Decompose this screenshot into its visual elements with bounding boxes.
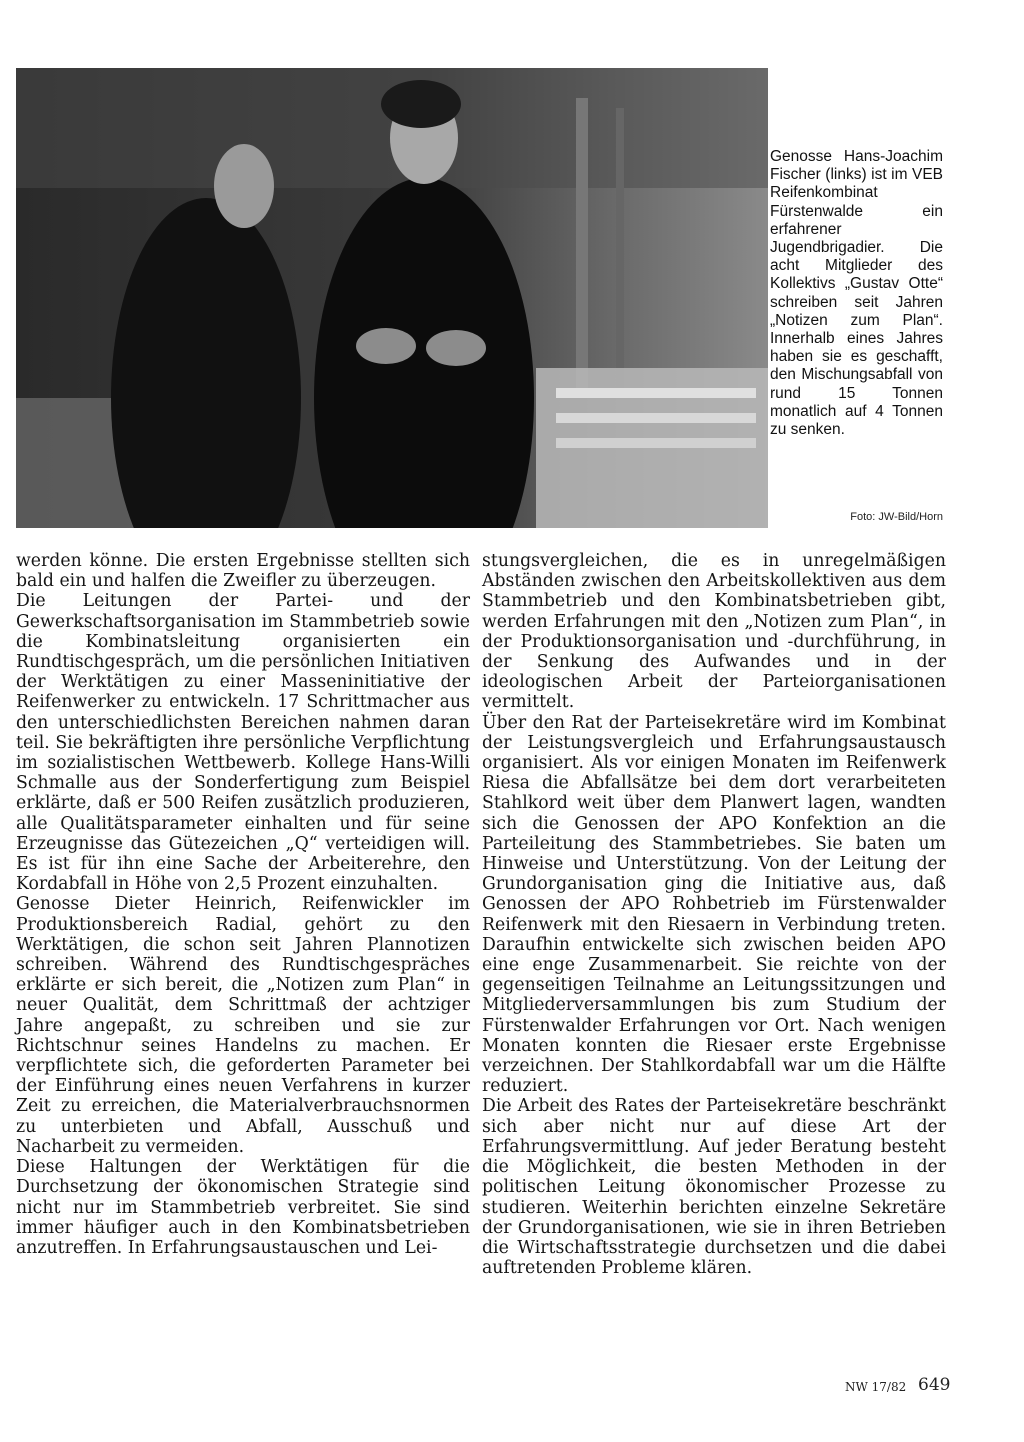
photo-caption-text: Genosse Hans-Joachim Fischer (links) ist im VEB Reifenkombinat Fürstenwalde ein erfahrener Jugendbrigadier. Die acht Mitglieder des Kollektivs „Gustav Otte“ schreiben seit Jahren „Notizen zum Plan“. Innerhalb eines Jahres haben sie es geschafft, den Mischungsabfall von rund 15 Tonnen monatlich auf 4 Tonnen zu senken.	[770, 148, 943, 439]
journal-issue: NW 17/82	[845, 1380, 907, 1394]
article-column-right	[482, 551, 946, 1278]
paragraph: Genosse Dieter Heinrich, Reifenwickler im Produktionsbereich Radial, gehört zu den Werktätigen, die schon seit Jahren Plannotizen schreiben. Während des Rundtischgespräches erklärte er sich bereit, die „Notizen zum Plan“ in neuer Qualität, dem Schrittmaß der achtziger Jahre angepaßt, zu schreiben und sie zur Richtschnur seines Handelns zu machen. Er verpflichtete sich, die geforderten Parameter bei der Einführung eines neuen Verfahrens in kurzer Zeit zu erreichen, die Materialverbrauchsnormen zu unterbieten und Abfall, Ausschuß und Nacharbeit zu vermeiden.	[16, 894, 470, 1157]
photo-caption	[770, 148, 943, 439]
photo-image	[16, 68, 768, 528]
photo	[16, 68, 768, 528]
page-number: 649	[918, 1375, 951, 1395]
article-column-left	[16, 551, 470, 1258]
photo-credit: Foto: JW-Bild/Horn	[850, 511, 943, 523]
paragraph: Diese Haltungen der Werktätigen für die Durchsetzung der ökonomischen Strategie sind nicht nur im Stammbetrieb verbreitet. Sie sind immer häufiger auch in den Kombinatsbetrieben anzutreffen. In Erfahrungsaustauschen und Lei-	[16, 1157, 470, 1258]
paragraph: stungsvergleichen, die es in unregelmäßigen Abständen zwischen den Arbeitskollektiven aus dem Stammbetrieb und den Kombinatsbetrieben gibt, werden Erfahrungen mit den „Notizen zum Plan“, in der Produktionsorganisation und -durchführung, in der Senkung des Aufwandes und in der ideologischen Arbeit der Parteiorganisationen vermittelt.	[482, 551, 946, 713]
paragraph: werden könne. Die ersten Ergebnisse stellten sich bald ein und halfen die Zweifler zu überzeugen.	[16, 551, 470, 592]
paragraph: Über den Rat der Parteisekretäre wird im Kombinat der Leistungsvergleich und Erfahrungsaustausch organisiert. Als vor einigen Monaten im Reifenwerk Riesa die Abfallsätze bei dem dort verarbeiteten Stahlkord weit über dem Planwert lagen, wandten sich die Genossen der APO Konfektion an die Parteileitung des Stammbetriebes. Sie baten um Hinweise und Unterstützung. Von der Leitung der Grundorganisation ging die Initiative aus, daß Genossen der APO Rohbetrieb im Fürstenwalder Reifenwerk mit den Riesaern in Verbindung treten. Daraufhin entwickelte sich zwischen beiden APO eine enge Zusammenarbeit. Sie reichte von der gegenseitigen Teilnahme an Leitungssitzungen und Mitgliederversammlungen bis zum Studium der Fürstenwalder Erfahrungen vor Ort. Nach wenigen Monaten konnten die Riesaer erste Ergebnisse verzeichnen. Der Stahlkordabfall war um die Hälfte reduziert.	[482, 712, 946, 1097]
paragraph: Die Leitungen der Partei- und der Gewerkschaftsorganisation im Stammbetrieb sowie die Kombinatsleitung organisierten ein Rundtischgespräch, um die persönlichen Initiativen der Werktätigen zu einer Masseninitiative der Reifenwerker zu entwickeln. 17 Schrittmacher aus den unterschiedlichsten Bereichen nahmen daran teil. Sie bekräftigten ihre persönliche Verpflichtung im sozialistischen Wettbewerb. Kollege Hans-Willi Schmalle aus der Sonderfertigung zum Beispiel erklärte, daß er 500 Reifen zusätzlich produzieren, alle Qualitätsparameter einhalten und für seine Erzeugnisse das Gütezeichen „Q“ verteidigen will. Es ist für ihn eine Sache der Arbeiterehre, den Kordabfall in Höhe von 2,5 Prozent einzuhalten.	[16, 591, 470, 895]
paragraph: Die Arbeit des Rates der Parteisekretäre beschränkt sich aber nicht nur auf diese Art der Erfahrungsvermittlung. Auf jeder Beratung besteht die Möglichkeit, die besten Methoden in der politischen Leitung ökonomischer Prozesse zu studieren. Weiterhin berichten einzelne Sekretäre der Grundorganisationen, wie sie in ihren Betrieben die Wirtschaftsstrategie durchsetzen und die dabei auftretenden Probleme klären.	[482, 1096, 946, 1279]
